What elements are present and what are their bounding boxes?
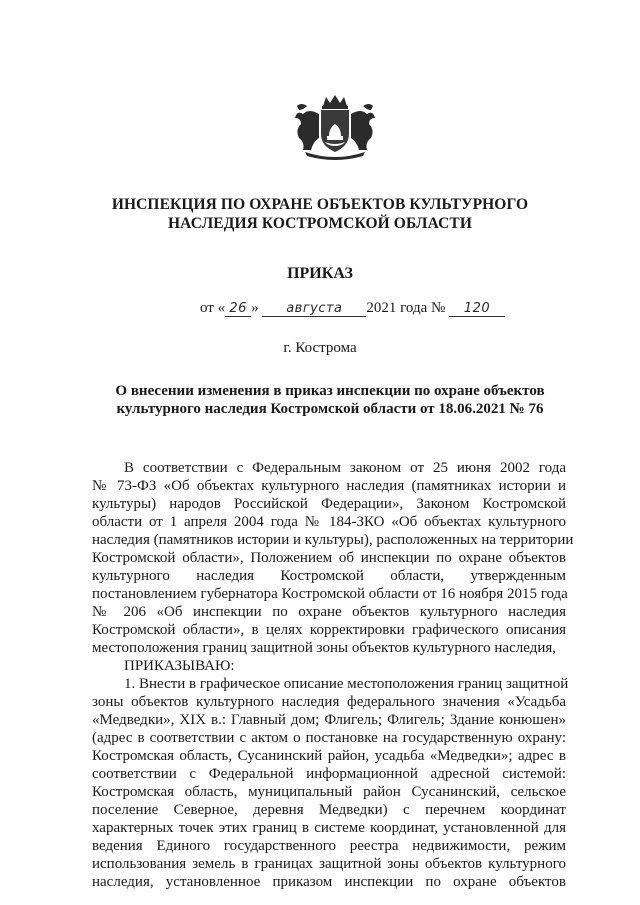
body-line: области от 1 апреля 2004 года № 184-ЗКО «Об объектах культурного bbox=[92, 514, 566, 530]
body-line: № 73-ФЗ «Об объектах культурного наследия (памятниках истории и bbox=[92, 478, 566, 494]
body-line: культуры) народов Российской Федерации», Законом Костромской bbox=[92, 496, 566, 512]
body-line: Костромской области», в целях корректировки графического описания bbox=[92, 622, 566, 638]
date-number-line bbox=[200, 300, 505, 317]
order-keyword: ПРИКАЗЫВАЮ: bbox=[124, 658, 235, 674]
body-line: № 206 «Об инспекции по охране объектов культурного наследия bbox=[92, 604, 566, 620]
body-line: В соответствии с Федеральным законом от 25 июня 2002 года bbox=[124, 460, 566, 476]
body-line: использования земель в границах защитной зоны объектов культурного bbox=[92, 856, 566, 872]
body-line: (адрес в соответствии с актом о постановке на государственную охрану: bbox=[92, 730, 566, 746]
document-number: 120 bbox=[449, 301, 505, 317]
body-line: местоположения границ защитной зоны объектов культурного наследия, bbox=[92, 640, 556, 656]
body-line: культурного наследия Костромской области, утвержденным bbox=[92, 568, 566, 584]
body-line: наследия, установленное приказом инспекции по охране объектов bbox=[92, 874, 566, 890]
body-line: характерных точек этих границ в системе координат, установленной для bbox=[92, 820, 566, 836]
body-line: зоны объектов культурного наследия федерального значения «Усадьба bbox=[92, 694, 566, 710]
body-line: Костромская область, муниципальный район Сусанинский, сельское bbox=[92, 784, 566, 800]
coat-of-arms-emblem bbox=[285, 92, 385, 162]
body-line: наследия (памятников истории и культуры), расположенных на территории bbox=[92, 532, 574, 548]
document-type-title: ПРИКАЗ bbox=[287, 265, 353, 282]
subject-line-2: культурного наследия Костромской области от 18.06.2021 № 76 bbox=[116, 401, 544, 417]
body-line: поселение Северное, деревня Медведки) с перечнем координат bbox=[92, 802, 566, 818]
body-line: ведения Единого государственного реестра недвижимости, режим bbox=[92, 838, 566, 854]
body-line: Костромская область, Сусанинский район, усадьба «Медведки»; адрес в bbox=[92, 748, 566, 764]
subject-line-1: О внесении изменения в приказ инспекции по охране объектов bbox=[115, 383, 545, 399]
city-line: г. Кострома bbox=[283, 340, 357, 356]
organization-name-line-1: ИНСПЕКЦИЯ ПО ОХРАНЕ ОБЪЕКТОВ КУЛЬТУРНОГО bbox=[111, 196, 529, 213]
organization-name-line-2: НАСЛЕДИЯ КОСТРОМСКОЙ ОБЛАСТИ bbox=[168, 215, 472, 232]
body-line: постановлением губернатора Костромской области от 16 ноября 2015 года bbox=[92, 586, 568, 602]
body-line: «Медведки», XIX в.: Главный дом; Флигель; Флигель; Здание конюшен» bbox=[92, 712, 566, 728]
date-prefix: от « bbox=[200, 300, 226, 316]
date-day-close: » bbox=[251, 300, 259, 316]
body-line: соответствии с Федеральной информационной адресной системой: bbox=[92, 766, 566, 782]
date-month: августа bbox=[262, 301, 366, 317]
date-year-text: 2021 года № bbox=[366, 300, 446, 316]
body-line: 1. Внести в графическое описание местоположения границ защитной bbox=[124, 676, 569, 692]
body-line: Костромской области», Положением об инспекции по охране объектов bbox=[92, 550, 566, 566]
date-day: 26 bbox=[225, 301, 251, 317]
